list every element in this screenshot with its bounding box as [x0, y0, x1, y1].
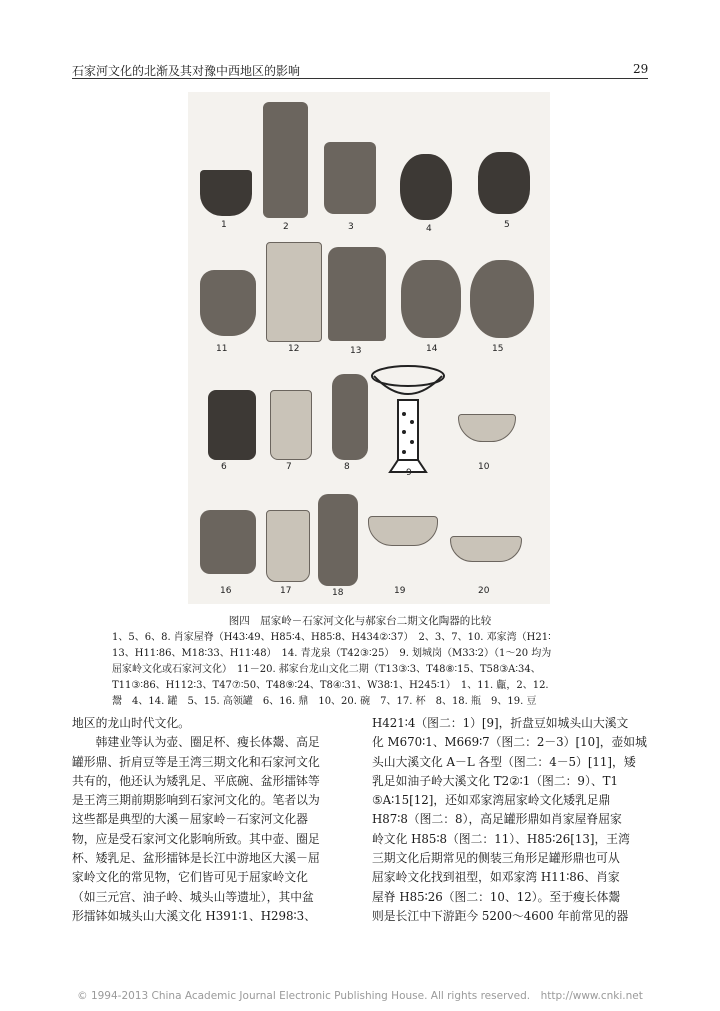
pottery-image — [401, 260, 461, 338]
figure-caption-line: 屈家岭文化或石家河文化） 11－20. 郝家台龙山文化二期（T13③∶3、T48⑧∶15、T58③A∶34、 — [112, 664, 541, 675]
body-line: 化 M670∶1、M669∶7（图二：2－3）[10]，壶如城 — [372, 735, 647, 750]
body-line: 罐形鼎、折肩豆等是王湾三期文化和石家河文化 — [72, 754, 320, 769]
figure-label: 13 — [350, 346, 362, 356]
pottery-image — [458, 414, 516, 442]
figure-label: 14 — [426, 344, 438, 354]
figure-caption-title: 图四 屈家岭－石家河文化与郝家台二期文化陶器的比较 — [228, 615, 492, 627]
figure-label: 6 — [221, 462, 227, 472]
figure-label: 19 — [394, 586, 406, 596]
body-line: 岭文化 H85∶8（图二：11）、H85∶26[13]，王湾 — [372, 831, 630, 846]
body-line: 杯、矮乳足、盆形擂钵是长江中游地区大溪－屈 — [72, 851, 320, 866]
figure-label: 3 — [348, 222, 354, 232]
body-left-column — [72, 714, 358, 926]
pottery-image — [478, 152, 530, 214]
body-line: 共有的，他还认为矮乳足、平底碗、盆形擂钵等 — [72, 773, 320, 788]
pottery-image — [208, 390, 256, 460]
body-line: 头山大溪文化 A－L 各型（图二：4－5）[11]，矮 — [372, 754, 636, 769]
figure-caption-line: 1、5、6、8. 肖家屋脊（H43∶49、H85∶4、H85∶8、H434②∶37） 2、3、7、10. 邓家湾（H21∶ — [112, 632, 551, 643]
body-line: 是王湾三期前期影响到石家河文化的。笔者以为 — [72, 793, 320, 808]
body-line: 屋脊 H85∶26（图二：10、12）。至于瘦长体鬶 — [372, 889, 621, 904]
figure-caption-line: T11③∶86、H112∶3、T47⑦∶50、T48⑨∶24、T8④∶31、W38∶1、H245∶1） 1、11. 甗，2、12. — [112, 680, 549, 691]
figure-label: 11 — [216, 344, 228, 354]
body-line: 乳足如油子岭大溪文化 T2②∶1（图二：9）、T1 — [372, 773, 619, 788]
body-line: 则是长江中下游距今 5200～4600 年前常见的器 — [372, 908, 629, 923]
body-right-column — [372, 714, 652, 926]
figure-label: 4 — [426, 224, 432, 234]
body-line: ⑤A∶15[12]，还如邓家湾屈家岭文化矮乳足鼎 — [372, 793, 611, 808]
figure-caption-line: 13、H11∶86、M18∶33、H11∶48） 14. 青龙泉（T42③∶25） 9. 划城岗（M33∶2）（1～20 均为 — [112, 648, 552, 659]
header-rule — [72, 78, 648, 79]
figure-label: 8 — [344, 462, 350, 472]
copyright-footer: © 1994-2013 China Academic Journal Electronic Publishing House. All rights reserved. http://www.cnki.net — [77, 990, 643, 1002]
figure-label: 17 — [280, 586, 292, 596]
figure-label: 9 — [406, 468, 412, 478]
pottery-image — [450, 536, 522, 562]
figure-label: 18 — [332, 588, 344, 598]
body-line: 形擂钵如城头山大溪文化 H391∶1、H298∶3、 — [72, 908, 316, 923]
pottery-drawing — [368, 362, 448, 476]
body-line: 家岭文化的常见物，它们皆可见于屈家岭文化 — [72, 870, 308, 885]
pottery-image — [263, 102, 308, 218]
figure-label: 1 — [221, 220, 227, 230]
body-line: H421∶4（图二：1）[9]，折盘豆如城头山大溪文 — [372, 716, 629, 730]
pottery-image — [368, 516, 438, 546]
body-line: 屈家岭文化找到祖型，如邓家湾 H11∶86、肖家 — [372, 870, 620, 885]
pottery-image — [266, 242, 322, 342]
body-line: H87∶8（图二：8），高足罐形鼎如肖家屋脊屈家 — [372, 812, 622, 827]
pottery-image — [270, 390, 312, 460]
body-line: 物，应是受石家河文化影响所致。其中壶、圈足 — [72, 831, 320, 846]
figure-label: 12 — [288, 344, 300, 354]
body-line: （如三元宫、油子岭、城头山等遗址），其中盆 — [72, 889, 314, 904]
page-number: 29 — [633, 62, 649, 76]
pottery-image — [328, 247, 386, 341]
pottery-image — [200, 510, 256, 574]
body-line: 韩建业等认为壶、圈足杯、瘦长体鬶、高足 — [72, 735, 320, 750]
pottery-figure — [188, 92, 550, 604]
pottery-image — [266, 510, 310, 582]
pottery-image — [400, 154, 452, 220]
figure-caption-line: 鬶 4、14. 罐 5、15. 高领罐 6、16. 鼎 10、20. 碗 7、17. 杯 8、18. 瓶 9、19. 豆 — [112, 696, 537, 707]
pottery-image — [200, 170, 252, 216]
figure-label: 10 — [478, 462, 490, 472]
pottery-image — [318, 494, 358, 586]
figure-label: 15 — [492, 344, 504, 354]
pottery-image — [470, 260, 534, 338]
figure-label: 2 — [283, 222, 289, 232]
figure-label: 16 — [220, 586, 232, 596]
running-title: 石家河文化的北渐及其对豫中西地区的影响 — [72, 64, 301, 78]
body-line: 地区的龙山时代文化。 — [72, 716, 190, 730]
pottery-image — [200, 270, 256, 336]
figure-label: 7 — [286, 462, 292, 472]
body-line: 三期文化后期常见的侧装三角形足罐形鼎也可从 — [372, 851, 620, 866]
body-line: 这些都是典型的大溪－屈家岭－石家河文化器 — [72, 812, 308, 827]
figure-label: 5 — [504, 220, 510, 230]
pottery-image — [324, 142, 376, 214]
figure-label: 20 — [478, 586, 490, 596]
pottery-image — [332, 374, 368, 460]
